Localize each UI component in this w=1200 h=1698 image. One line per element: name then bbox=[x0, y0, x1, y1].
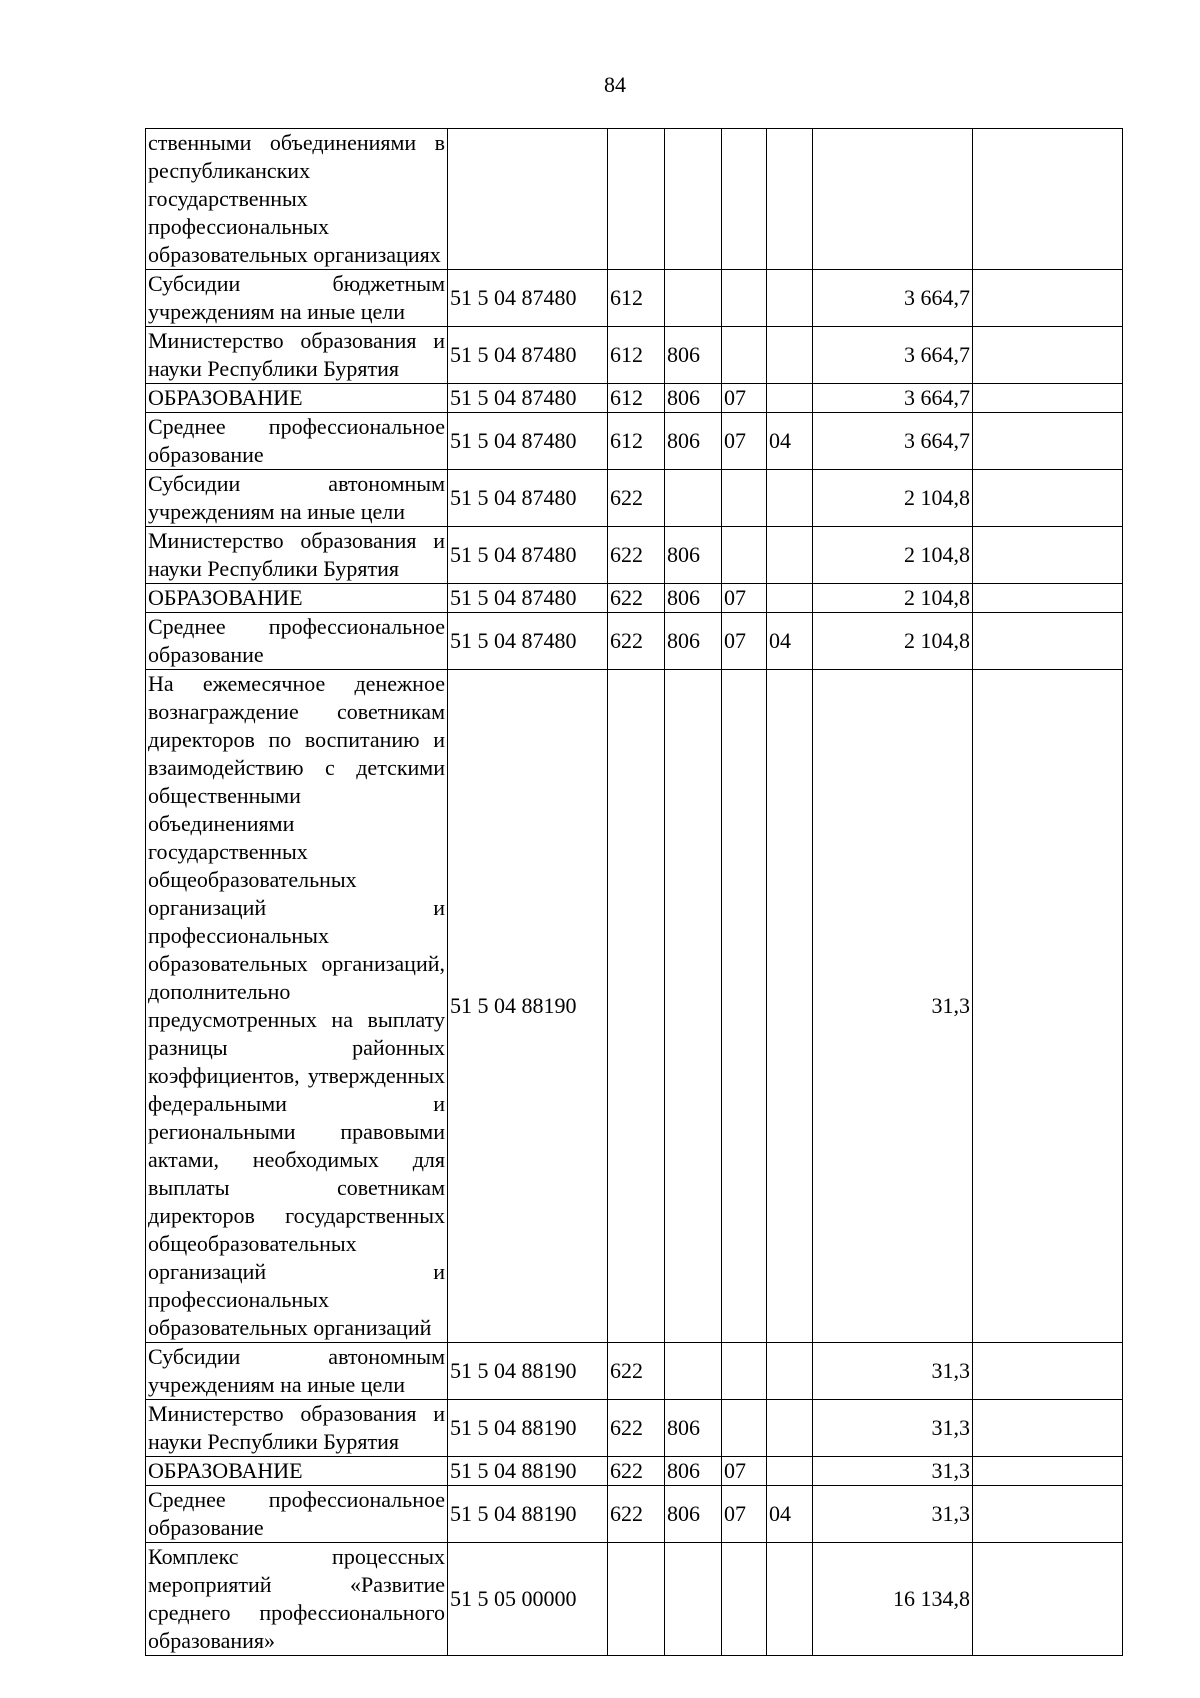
subsection-cell bbox=[767, 1400, 813, 1457]
target-article-cell: 51 5 04 87480 bbox=[448, 613, 608, 670]
ministry-code-cell: 806 bbox=[665, 1486, 722, 1543]
table-row bbox=[146, 1343, 1123, 1400]
row-name-cell: Среднее профессиональное образование bbox=[146, 1486, 448, 1543]
table-row bbox=[146, 327, 1123, 384]
table-row bbox=[146, 584, 1123, 613]
ministry-code-cell: 806 bbox=[665, 613, 722, 670]
section-cell bbox=[722, 270, 767, 327]
row-name-cell: Министерство образования и науки Республики Бурятия bbox=[146, 1400, 448, 1457]
ministry-code-cell: 806 bbox=[665, 1457, 722, 1486]
extra-cell bbox=[973, 1343, 1123, 1400]
subsection-cell bbox=[767, 1343, 813, 1400]
expense-type-cell: 622 bbox=[608, 1343, 665, 1400]
ministry-code-cell bbox=[665, 270, 722, 327]
target-article-cell: 51 5 04 88190 bbox=[448, 1457, 608, 1486]
table-row bbox=[146, 470, 1123, 527]
target-article-cell: 51 5 04 87480 bbox=[448, 413, 608, 470]
section-cell bbox=[722, 470, 767, 527]
ministry-code-cell: 806 bbox=[665, 584, 722, 613]
row-name-cell: ОБРАЗОВАНИЕ bbox=[146, 384, 448, 413]
section-cell bbox=[722, 1543, 767, 1656]
expense-type-cell bbox=[608, 129, 665, 270]
budget-table bbox=[145, 128, 1123, 1656]
extra-cell bbox=[973, 613, 1123, 670]
target-article-cell: 51 5 04 87480 bbox=[448, 527, 608, 584]
section-cell: 07 bbox=[722, 384, 767, 413]
subsection-cell bbox=[767, 384, 813, 413]
amount-cell: 31,3 bbox=[813, 1457, 973, 1486]
extra-cell bbox=[973, 470, 1123, 527]
subsection-cell bbox=[767, 129, 813, 270]
target-article-cell: 51 5 04 87480 bbox=[448, 470, 608, 527]
amount-cell: 2 104,8 bbox=[813, 613, 973, 670]
section-cell bbox=[722, 670, 767, 1343]
table-row bbox=[146, 670, 1123, 1343]
extra-cell bbox=[973, 384, 1123, 413]
ministry-code-cell bbox=[665, 1543, 722, 1656]
expense-type-cell: 622 bbox=[608, 1400, 665, 1457]
table-row bbox=[146, 613, 1123, 670]
table-row bbox=[146, 1400, 1123, 1457]
table-row bbox=[146, 1457, 1123, 1486]
table-row bbox=[146, 270, 1123, 327]
expense-type-cell: 612 bbox=[608, 413, 665, 470]
target-article-cell: 51 5 04 88190 bbox=[448, 1343, 608, 1400]
target-article-cell: 51 5 04 87480 bbox=[448, 270, 608, 327]
extra-cell bbox=[973, 129, 1123, 270]
section-cell bbox=[722, 129, 767, 270]
section-cell: 07 bbox=[722, 1457, 767, 1486]
amount-cell: 3 664,7 bbox=[813, 413, 973, 470]
amount-cell: 2 104,8 bbox=[813, 527, 973, 584]
table-row bbox=[146, 413, 1123, 470]
row-name-cell: На ежемесячное денежное вознаграждение советникам директоров по воспитанию и взаимодействию с детскими общественными объединениями государственных общеобразовательных организаций и профессиональных образовательных организаций, дополнительно предусмотренных на выплату разницы районных коэффициентов, утвержденных федеральными и региональными правовыми актами, необходимых для выплаты советникам директоров государственных общеобразовательных организаций и профессиональных образовательных организаций bbox=[146, 670, 448, 1343]
ministry-code-cell: 806 bbox=[665, 1400, 722, 1457]
amount-cell: 3 664,7 bbox=[813, 384, 973, 413]
ministry-code-cell: 806 bbox=[665, 527, 722, 584]
amount-cell bbox=[813, 129, 973, 270]
subsection-cell bbox=[767, 527, 813, 584]
expense-type-cell: 622 bbox=[608, 470, 665, 527]
amount-cell: 31,3 bbox=[813, 670, 973, 1343]
amount-cell: 2 104,8 bbox=[813, 470, 973, 527]
extra-cell bbox=[973, 1543, 1123, 1656]
expense-type-cell: 612 bbox=[608, 384, 665, 413]
ministry-code-cell bbox=[665, 1343, 722, 1400]
target-article-cell: 51 5 04 87480 bbox=[448, 327, 608, 384]
amount-cell: 2 104,8 bbox=[813, 584, 973, 613]
table-row bbox=[146, 384, 1123, 413]
expense-type-cell: 622 bbox=[608, 527, 665, 584]
section-cell: 07 bbox=[722, 584, 767, 613]
subsection-cell: 04 bbox=[767, 413, 813, 470]
ministry-code-cell: 806 bbox=[665, 327, 722, 384]
table-row bbox=[146, 1543, 1123, 1656]
extra-cell bbox=[973, 270, 1123, 327]
row-name-cell: Субсидии бюджетным учреждениям на иные цели bbox=[146, 270, 448, 327]
row-name-cell: ОБРАЗОВАНИЕ bbox=[146, 1457, 448, 1486]
subsection-cell: 04 bbox=[767, 613, 813, 670]
extra-cell bbox=[973, 584, 1123, 613]
section-cell bbox=[722, 1343, 767, 1400]
ministry-code-cell bbox=[665, 470, 722, 527]
extra-cell bbox=[973, 670, 1123, 1343]
expense-type-cell: 622 bbox=[608, 1486, 665, 1543]
section-cell bbox=[722, 1400, 767, 1457]
target-article-cell: 51 5 04 87480 bbox=[448, 584, 608, 613]
target-article-cell: 51 5 04 87480 bbox=[448, 384, 608, 413]
row-name-cell: ственными объединениями в республиканских государственных профессиональных образовательных организациях bbox=[146, 129, 448, 270]
amount-cell: 3 664,7 bbox=[813, 327, 973, 384]
table-row bbox=[146, 129, 1123, 270]
ministry-code-cell bbox=[665, 670, 722, 1343]
amount-cell: 31,3 bbox=[813, 1400, 973, 1457]
extra-cell bbox=[973, 1457, 1123, 1486]
target-article-cell: 51 5 04 88190 bbox=[448, 1400, 608, 1457]
subsection-cell bbox=[767, 1543, 813, 1656]
section-cell: 07 bbox=[722, 413, 767, 470]
expense-type-cell: 612 bbox=[608, 270, 665, 327]
row-name-cell: Субсидии автономным учреждениям на иные цели bbox=[146, 470, 448, 527]
section-cell bbox=[722, 327, 767, 384]
target-article-cell: 51 5 05 00000 bbox=[448, 1543, 608, 1656]
subsection-cell bbox=[767, 470, 813, 527]
expense-type-cell: 622 bbox=[608, 1457, 665, 1486]
ministry-code-cell: 806 bbox=[665, 384, 722, 413]
section-cell: 07 bbox=[722, 1486, 767, 1543]
extra-cell bbox=[973, 1486, 1123, 1543]
expense-type-cell: 622 bbox=[608, 613, 665, 670]
section-cell bbox=[722, 527, 767, 584]
subsection-cell bbox=[767, 327, 813, 384]
row-name-cell: Среднее профессиональное образование bbox=[146, 413, 448, 470]
row-name-cell: Министерство образования и науки Республики Бурятия bbox=[146, 327, 448, 384]
row-name-cell: Министерство образования и науки Республики Бурятия bbox=[146, 527, 448, 584]
target-article-cell bbox=[448, 129, 608, 270]
extra-cell bbox=[973, 1400, 1123, 1457]
extra-cell bbox=[973, 527, 1123, 584]
subsection-cell bbox=[767, 1457, 813, 1486]
target-article-cell: 51 5 04 88190 bbox=[448, 1486, 608, 1543]
ministry-code-cell bbox=[665, 129, 722, 270]
expense-type-cell bbox=[608, 1543, 665, 1656]
table-row bbox=[146, 527, 1123, 584]
target-article-cell: 51 5 04 88190 bbox=[448, 670, 608, 1343]
row-name-cell: Субсидии автономным учреждениям на иные цели bbox=[146, 1343, 448, 1400]
extra-cell bbox=[973, 327, 1123, 384]
expense-type-cell: 622 bbox=[608, 584, 665, 613]
amount-cell: 3 664,7 bbox=[813, 270, 973, 327]
expense-type-cell bbox=[608, 670, 665, 1343]
amount-cell: 31,3 bbox=[813, 1486, 973, 1543]
table-row bbox=[146, 1486, 1123, 1543]
subsection-cell bbox=[767, 584, 813, 613]
expense-type-cell: 612 bbox=[608, 327, 665, 384]
extra-cell bbox=[973, 413, 1123, 470]
page-number: 84 bbox=[604, 72, 626, 97]
amount-cell: 16 134,8 bbox=[813, 1543, 973, 1656]
row-name-cell: ОБРАЗОВАНИЕ bbox=[146, 584, 448, 613]
row-name-cell: Среднее профессиональное образование bbox=[146, 613, 448, 670]
subsection-cell bbox=[767, 270, 813, 327]
row-name-cell: Комплекс процессных мероприятий «Развитие среднего профессионального образования» bbox=[146, 1543, 448, 1656]
amount-cell: 31,3 bbox=[813, 1343, 973, 1400]
subsection-cell bbox=[767, 670, 813, 1343]
subsection-cell: 04 bbox=[767, 1486, 813, 1543]
budget-table-body bbox=[146, 129, 1123, 1656]
section-cell: 07 bbox=[722, 613, 767, 670]
ministry-code-cell: 806 bbox=[665, 413, 722, 470]
